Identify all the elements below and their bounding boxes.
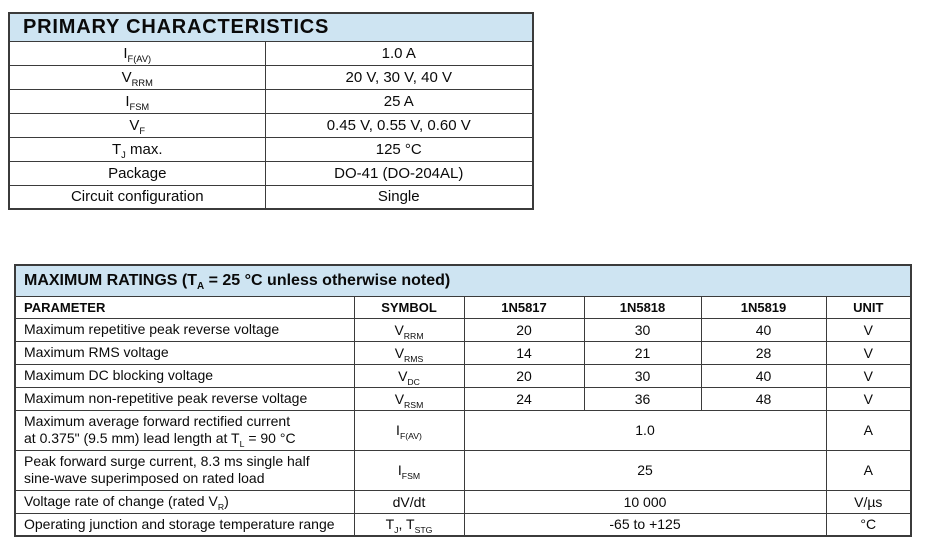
ratings-symbol-cell: $I_{FSM}$ bbox=[354, 450, 464, 490]
ratings-unit-cell: V/µs bbox=[826, 490, 911, 513]
ratings-value-cell: 24 bbox=[464, 387, 584, 410]
ratings-value-cell: 20 bbox=[464, 318, 584, 341]
ratings-column-header: SYMBOL bbox=[354, 296, 464, 318]
primary-value-cell: 25 A bbox=[265, 89, 533, 113]
primary-row bbox=[9, 161, 533, 185]
ratings-row bbox=[15, 513, 911, 536]
primary-param-cell: $V_F$ bbox=[9, 113, 265, 137]
primary-param-cell: Circuit configuration bbox=[9, 185, 265, 209]
ratings-param-cell: Maximum non-repetitive peak reverse voltage bbox=[15, 387, 354, 410]
ratings-param-cell: Operating junction and storage temperature range bbox=[15, 513, 354, 536]
primary-value-cell: Single bbox=[265, 185, 533, 209]
ratings-title-bold: MAXIMUM RATINGS bbox=[24, 271, 178, 289]
ratings-param-cell: Maximum repetitive peak reverse voltage bbox=[15, 318, 354, 341]
primary-param-cell: $I_{F(AV)}$ bbox=[9, 41, 265, 65]
maximum-ratings-table bbox=[14, 264, 912, 537]
primary-value-cell: 0.45 V, 0.55 V, 0.60 V bbox=[265, 113, 533, 137]
ratings-value-cell: 20 bbox=[464, 364, 584, 387]
primary-row bbox=[9, 113, 533, 137]
ratings-unit-cell: A bbox=[826, 410, 911, 450]
ratings-title-row bbox=[15, 265, 911, 296]
ratings-column-header: 1N5817 bbox=[464, 296, 584, 318]
ratings-symbol-cell: $V_{RRM}$ bbox=[354, 318, 464, 341]
ratings-header-row bbox=[15, 296, 911, 318]
ratings-symbol-cell: $I_{F(AV)}$ bbox=[354, 410, 464, 450]
ratings-row bbox=[15, 450, 911, 490]
ratings-symbol-cell: $V_{RMS}$ bbox=[354, 341, 464, 364]
ratings-value-cell: 36 bbox=[584, 387, 701, 410]
primary-row bbox=[9, 185, 533, 209]
primary-param-cell: Package bbox=[9, 161, 265, 185]
ratings-value-span-cell: 10 000 bbox=[464, 490, 826, 513]
primary-characteristics-table bbox=[8, 12, 534, 210]
ratings-row bbox=[15, 318, 911, 341]
ratings-symbol-cell: $T_J$, $T_{STG}$ bbox=[354, 513, 464, 536]
ratings-param-cell: Voltage rate of change (rated $V_R$) bbox=[15, 490, 354, 513]
primary-row bbox=[9, 137, 533, 161]
ratings-unit-cell: A bbox=[826, 450, 911, 490]
ratings-value-cell: 40 bbox=[701, 364, 826, 387]
ratings-value-cell: 30 bbox=[584, 364, 701, 387]
ratings-symbol-cell: $V_{DC}$ bbox=[354, 364, 464, 387]
primary-value-cell: 20 V, 30 V, 40 V bbox=[265, 65, 533, 89]
ratings-unit-cell: V bbox=[826, 364, 911, 387]
ratings-param-cell: Maximum DC blocking voltage bbox=[15, 364, 354, 387]
ratings-symbol-cell: dV/dt bbox=[354, 490, 464, 513]
primary-value-cell: DO-41 (DO-204AL) bbox=[265, 161, 533, 185]
ratings-row bbox=[15, 490, 911, 513]
ratings-column-header: 1N5819 bbox=[701, 296, 826, 318]
ratings-value-cell: 14 bbox=[464, 341, 584, 364]
ratings-value-span-cell: -65 to +125 bbox=[464, 513, 826, 536]
ratings-param-cell: Maximum average forward rectified current at 0.375" (9.5 mm) lead length at $T_L = 90$ °C bbox=[15, 410, 354, 450]
ratings-unit-cell: V bbox=[826, 387, 911, 410]
ratings-row bbox=[15, 364, 911, 387]
ratings-unit-cell: V bbox=[826, 318, 911, 341]
ratings-param-cell: Peak forward surge current, 8.3 ms single half sine-wave superimposed on rated load bbox=[15, 450, 354, 490]
ratings-value-span-cell: 25 bbox=[464, 450, 826, 490]
primary-title-row bbox=[9, 13, 533, 41]
ratings-value-cell: 40 bbox=[701, 318, 826, 341]
ratings-value-span-cell: 1.0 bbox=[464, 410, 826, 450]
primary-param-cell: $I_{FSM}$ bbox=[9, 89, 265, 113]
ratings-table-title bbox=[15, 265, 911, 296]
ratings-symbol-cell: $V_{RSM}$ bbox=[354, 387, 464, 410]
primary-table-title: PRIMARY CHARACTERISTICS bbox=[9, 13, 533, 41]
ratings-row bbox=[15, 410, 911, 450]
ratings-title-note: ($T_A = 25$ °C unless otherwise noted) bbox=[177, 271, 451, 292]
primary-value-cell: 125 °C bbox=[265, 137, 533, 161]
primary-param-cell: $T_J$ max. bbox=[9, 137, 265, 161]
primary-row bbox=[9, 41, 533, 65]
ratings-row bbox=[15, 341, 911, 364]
ratings-row bbox=[15, 387, 911, 410]
ratings-column-header: UNIT bbox=[826, 296, 911, 318]
ratings-param-cell: Maximum RMS voltage bbox=[15, 341, 354, 364]
ratings-value-cell: 21 bbox=[584, 341, 701, 364]
ratings-column-header: PARAMETER bbox=[15, 296, 354, 318]
ratings-value-cell: 48 bbox=[701, 387, 826, 410]
ratings-column-header: 1N5818 bbox=[584, 296, 701, 318]
ratings-value-cell: 28 bbox=[701, 341, 826, 364]
primary-row bbox=[9, 65, 533, 89]
ratings-unit-cell: °C bbox=[826, 513, 911, 536]
ratings-value-cell: 30 bbox=[584, 318, 701, 341]
primary-param-cell: $V_{RRM}$ bbox=[9, 65, 265, 89]
primary-row bbox=[9, 89, 533, 113]
ratings-unit-cell: V bbox=[826, 341, 911, 364]
primary-value-cell: 1.0 A bbox=[265, 41, 533, 65]
